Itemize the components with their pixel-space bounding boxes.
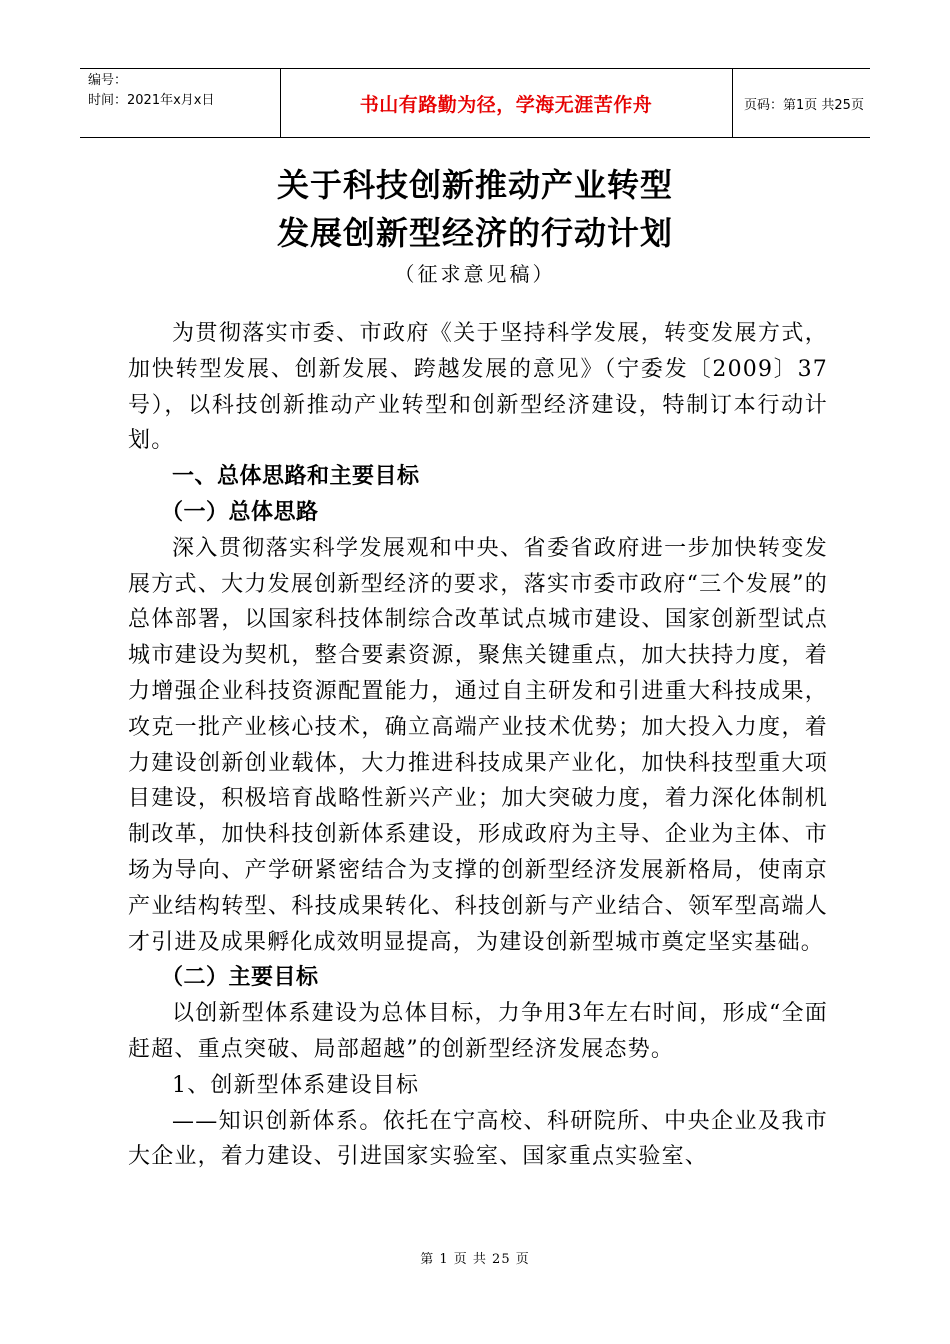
document-subtitle: （征求意见稿） xyxy=(394,262,556,286)
document-title-line-1: 关于科技创新推动产业转型 xyxy=(276,166,673,204)
section-heading: 一、总体思路和主要目标 xyxy=(172,464,420,490)
header-motto: 书山有路勤为径，学海无涯苦作舟 xyxy=(359,93,653,116)
paragraph: 以创新型体系建设为总体目标，力争用3年左右时间，形成“全面赶超、重点突破、局部超越”的创新型经济发展态势。 xyxy=(128,1001,828,1062)
subsection-heading: （一）总体思路 xyxy=(161,499,319,525)
paragraph: 深入贯彻落实科学发展观和中央、省委省政府进一步加快转变发展方式、大力发展创新型经济的要求，落实市委市政府“三个发展”的总体部署，以国家科技体制综合改革试点城市建设、国家创新型试点城市建设为契机，整合要素资源，聚焦关键重点，加大扶持力度，着力增强企业科技资源配置能力，通过自主研发和引进重大科技成果，攻克一批产业核心技术，确立高端产业技术优势；加大投入力度，着力建设创新创业载体，大力推进科技成果产业化，加快科技型重大项目建设，积极培育战略性新兴产业；加大突破力度，着力深化体制机制改革，加快科技创新体系建设，形成政府为主导、企业为主体、市场为导向、产学研紧密结合为支撑的创新型经济发展新格局，使南京产业结构转型、科技成果转化、科技创新与产业结合、领军型高端人才引进及成果孵化成效明显提高，为建设创新型城市奠定坚实基础。 xyxy=(128,535,828,955)
item-heading: 1、创新型体系建设目标 xyxy=(172,1072,420,1098)
subsection-heading: （二）主要目标 xyxy=(161,965,319,991)
header-page-info: 页码：第1页 共25页 xyxy=(744,98,864,113)
paragraph: ——知识创新体系。依托在宁高校、科研院所、中央企业及我市大企业，着力建设、引进国家实验室、国家重点实验室、 xyxy=(128,1108,828,1170)
document-number-label: 编号： xyxy=(88,73,128,88)
document-title-line-2: 发展创新型经济的行动计划 xyxy=(276,214,673,252)
paragraph: 为贯彻落实市委、市政府《关于坚持科学发展，转变发展方式，加快转型发展、创新发展、跨越发展的意见》（宁委发〔2009〕37号），以科技创新推动产业转型和创新型经济建设，特制订本行动计划。 xyxy=(128,321,828,454)
header-divider xyxy=(732,69,733,137)
document-time-label: 时间：2021年x月x日 xyxy=(88,93,215,108)
page-footer: 第 1 页 共 25 页 xyxy=(420,1252,530,1267)
document-body xyxy=(128,316,828,1175)
header-meta-cell xyxy=(80,69,280,137)
page-header-table xyxy=(80,68,870,138)
